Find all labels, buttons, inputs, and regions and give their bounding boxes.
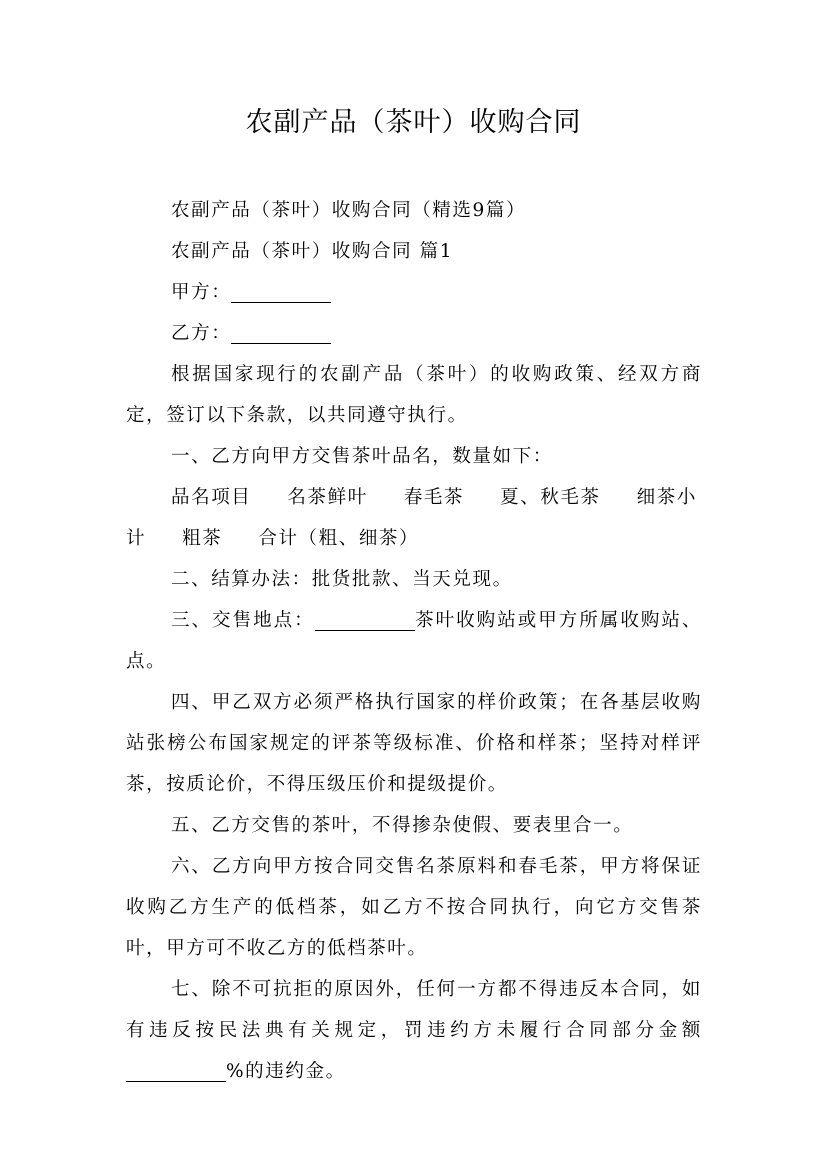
section-heading: 农副产品（茶叶）收购合同 篇1	[171, 241, 454, 262]
party-b-line	[126, 313, 702, 354]
clause-7	[126, 969, 702, 1092]
item-name: 合计（粗、细茶）	[258, 528, 420, 549]
clause-7-lead: 七、除不可抗拒的原因外，任何一方都不得违反本合同，如有违反按民法典有关规定，罚违约方未履行合同部分金额	[126, 979, 702, 1041]
document-title: 农副产品（茶叶）收购合同	[245, 107, 582, 138]
clause-3	[126, 600, 702, 682]
item-name: 夏、秋毛茶	[500, 487, 601, 508]
item-name: 粗茶	[182, 528, 223, 549]
intro-paragraph: 根据国家现行的农副产品（茶叶）的收购政策、经双方商定，签订以下条款，以共同遵守执行。	[126, 364, 702, 426]
party-a-line	[126, 272, 702, 313]
clause-7-rest: %的违约金。	[226, 1061, 346, 1082]
party-a-blank	[231, 278, 331, 303]
percent-blank	[126, 1057, 226, 1082]
document-body	[126, 190, 702, 1092]
subtitle: 农副产品（茶叶）收购合同（精选9篇）	[171, 200, 527, 221]
location-blank	[315, 606, 415, 631]
clause-1: 一、乙方向甲方交售茶叶品名，数量如下：	[171, 446, 553, 467]
clause-2: 二、结算办法：批货批款、当天兑现。	[171, 569, 513, 590]
clause-3-lead: 三、交售地点：	[171, 610, 315, 631]
item-name: 春毛茶	[403, 487, 465, 508]
item-name: 细茶小计	[126, 487, 697, 549]
clause-4: 四、甲乙双方必须严格执行国家的样价政策；在各基层收购站张榜公布国家规定的评茶等级标准、价格和样茶；坚持对样评茶，按质论价，不得压级压价和提级提价。	[126, 692, 702, 795]
party-b-label: 乙方：	[171, 323, 232, 344]
item-list	[126, 477, 702, 559]
item-name: 品名项目	[171, 487, 252, 508]
clause-5: 五、乙方交售的茶叶，不得掺杂使假、要表里合一。	[171, 815, 634, 836]
party-b-blank	[231, 319, 331, 344]
clause-3-rest: 茶叶收购站或甲方所属收购站、点。	[126, 610, 703, 672]
clause-6: 六、乙方向甲方按合同交售名茶原料和春毛茶，甲方将保证收购乙方生产的低档茶，如乙方不按合同执行，向它方交售茶叶，甲方可不收乙方的低档茶叶。	[126, 856, 702, 959]
item-name: 名茶鲜叶	[287, 487, 368, 508]
party-a-label: 甲方：	[171, 282, 232, 303]
